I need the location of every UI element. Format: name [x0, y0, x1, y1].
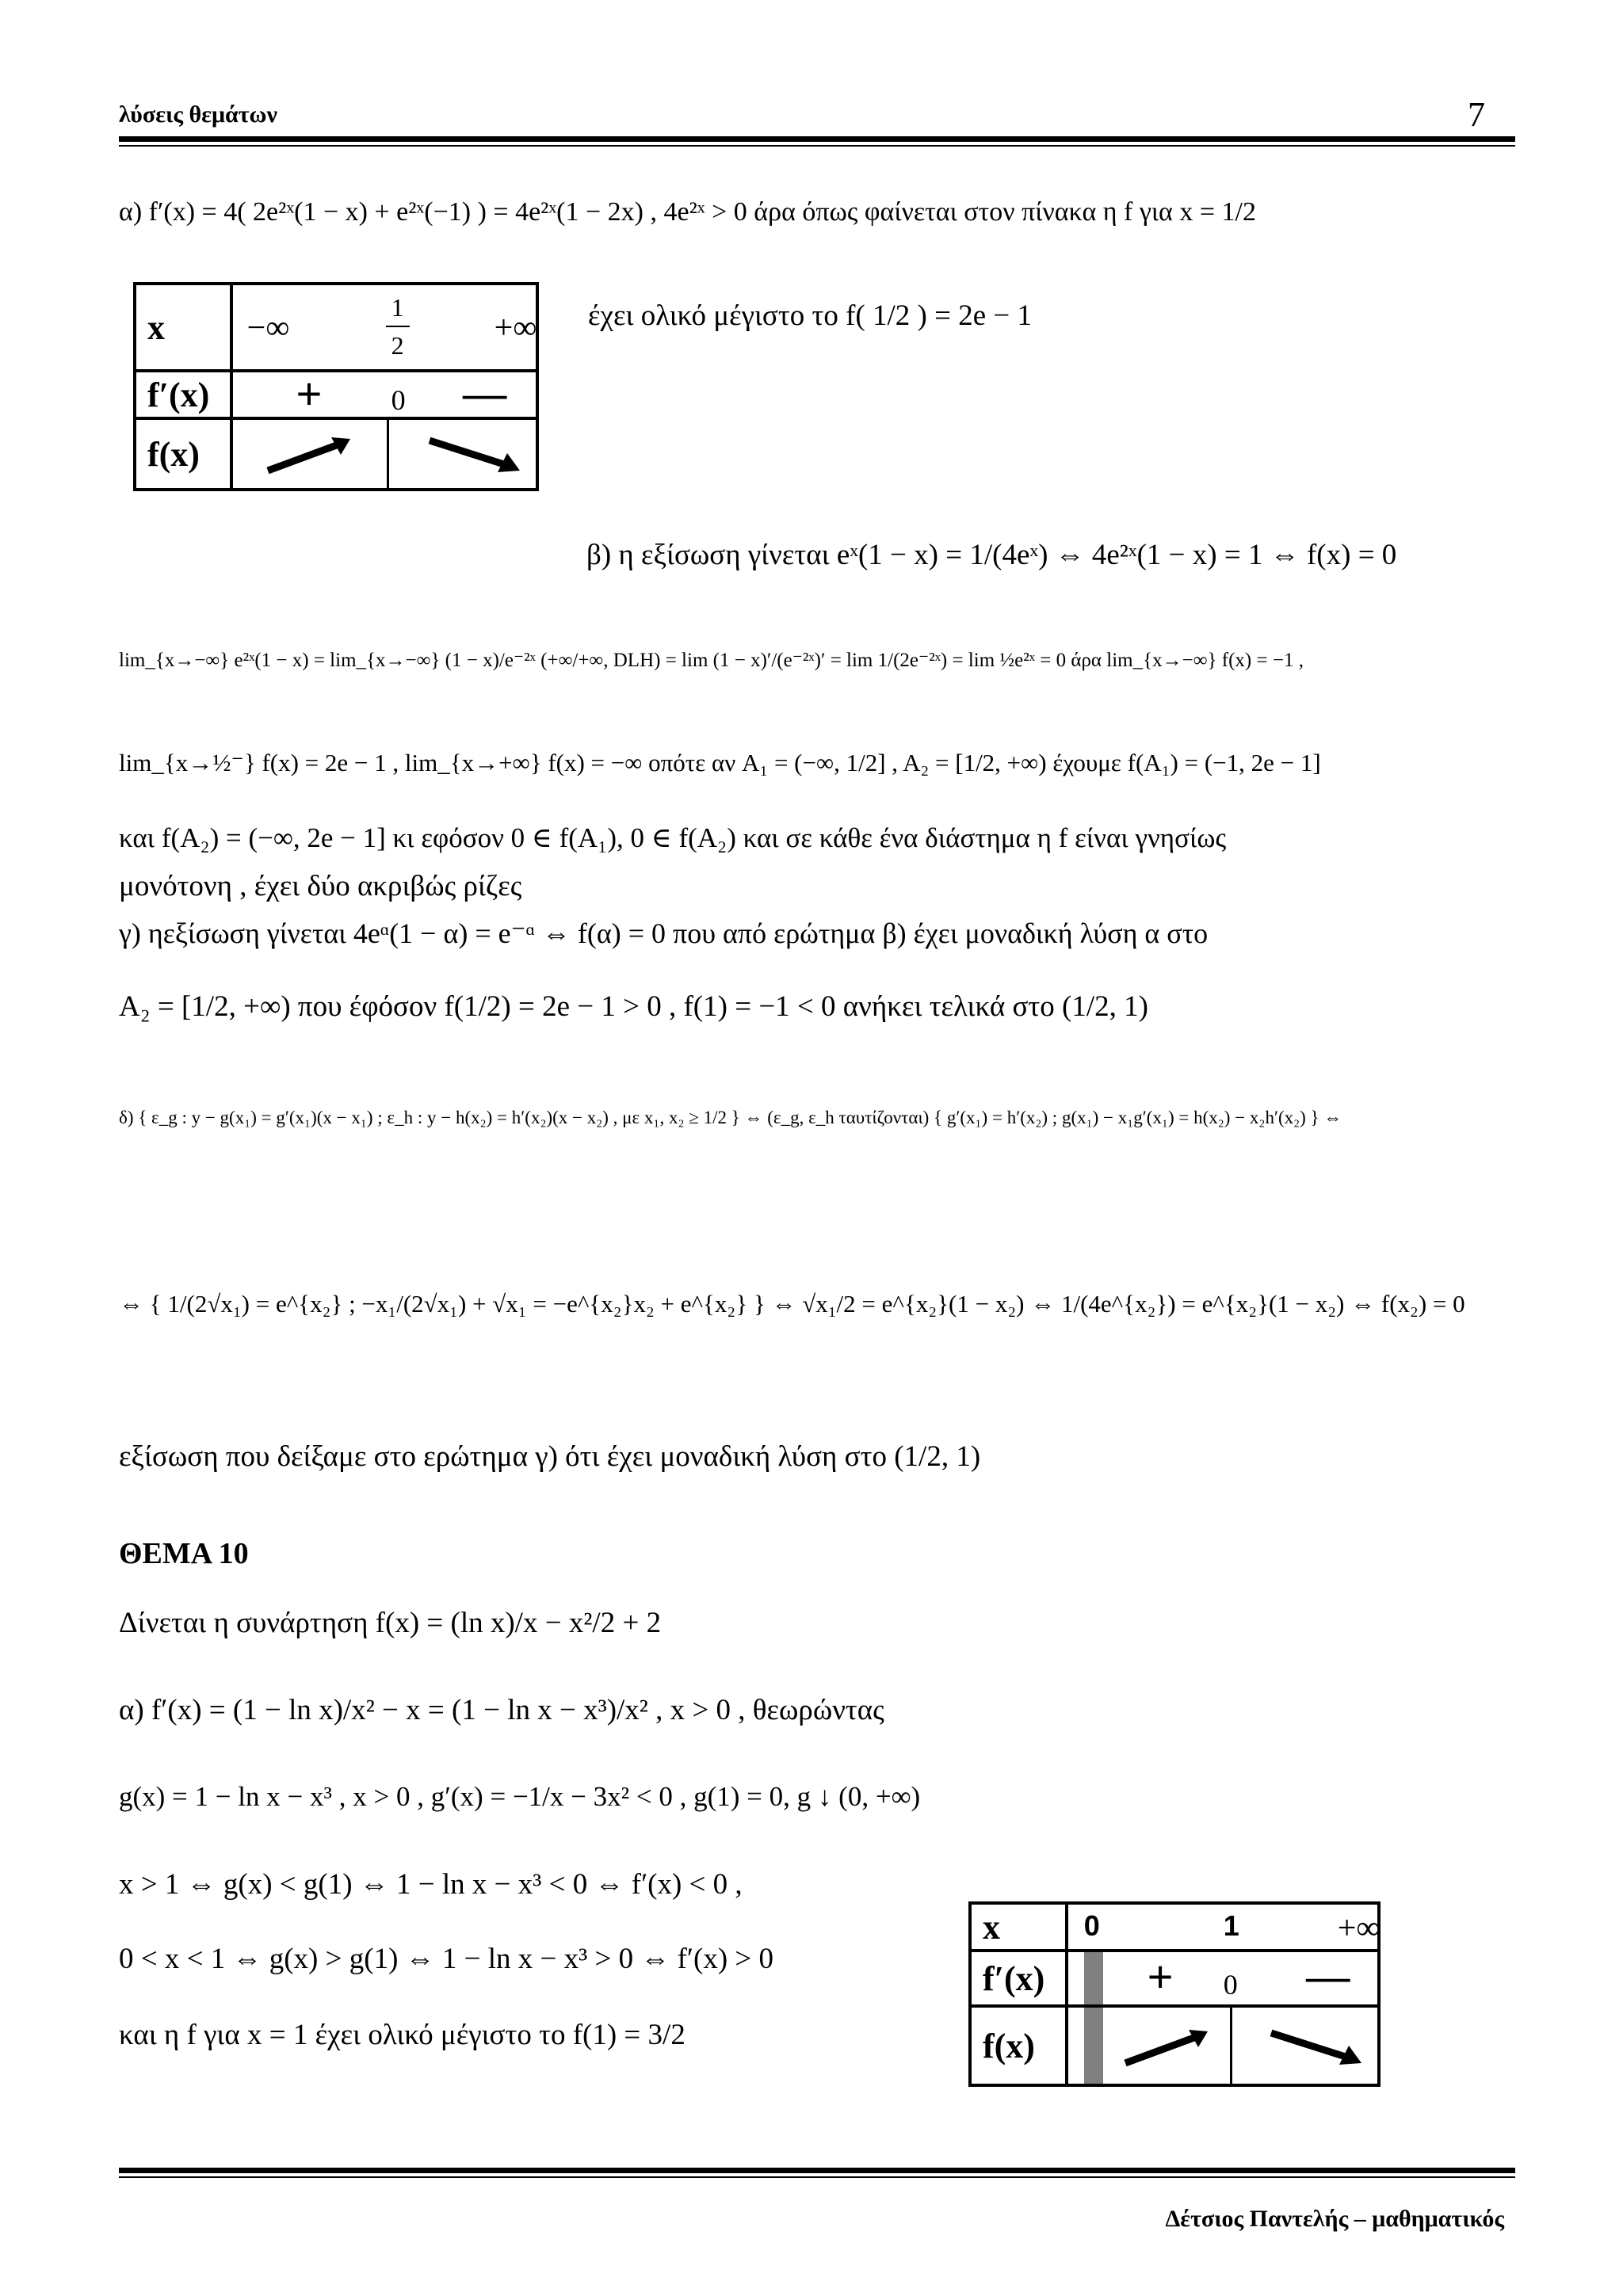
- solution-b-line2: lim_{x→−∞} e²ˣ(1 − x) = lim_{x→−∞} (1 − x)/e⁻²ˣ (+∞/+∞, DLH) = lim (1 − x)′/(e⁻²ˣ)′ = lim 1/(2e⁻²ˣ) = lim ½e²ˣ = 0 άρα lim_{x→−∞} f(x) = −1 ,: [119, 650, 1304, 671]
- theme-10-heading: ΘΕΜΑ 10: [119, 1537, 249, 1570]
- solution-a-line2: έχει ολικό μέγιστο το f( 1/2 ) = 2e − 1: [588, 299, 1032, 332]
- table1-row-fp-values: [231, 368, 537, 418]
- table2-x-mid: 1: [1223, 1909, 1239, 1942]
- header-rule-thin: [119, 145, 1515, 147]
- theme-10-given: Δίνεται η συνάρτηση f(x) = (ln x)/x − x²/2 + 2: [119, 1607, 662, 1639]
- solution-b-line3: lim_{x→½⁻} f(x) = 2e − 1 , lim_{x→+∞} f(x) = −∞ οπότε αν A₁ = (−∞, 1/2] , A₂ = [1/2, +∞) έχουμε f(A₁) = (−1, 2e − 1]: [119, 749, 1321, 776]
- table2-row-fp-label: f′(x): [970, 1951, 1067, 2006]
- table2-row-fp-values: [1067, 1951, 1379, 2006]
- table2-sign-zero: 0: [1223, 1969, 1238, 2000]
- header-rule-thick: [119, 136, 1515, 142]
- theme-10-a-line2: g(x) = 1 − ln x − x³ , x > 0 , g′(x) = −1/x − 3x² < 0 , g(1) = 0, g ↓ (0, +∞): [119, 1781, 921, 1812]
- decreasing-arrow-icon: [1265, 2023, 1368, 2071]
- table1-row-x-label: x: [135, 284, 231, 371]
- table1-x-mid-num: 1: [391, 293, 404, 322]
- solution-b-line5: μονότονη , έχει δύο ακριβώς ρίζες: [119, 870, 522, 902]
- table1-sign-minus: —: [462, 368, 507, 418]
- table2-row-x-label: x: [970, 1903, 1067, 1951]
- solution-b-line4: και f(A₂) = (−∞, 2e − 1] κι εφόσον 0 ∈ f(A₁), 0 ∈ f(A₂) και σε κάθε ένα διάστημα η f είναι γνησίως: [119, 822, 1227, 853]
- increasing-arrow-icon: [262, 431, 357, 479]
- footer-rule-thick: [119, 2168, 1515, 2173]
- solution-c-line1: γ) ηεξίσωση γίνεται 4eᵅ(1 − α) = e⁻ᵅ ⇔ f(α) = 0 που από ερώτημα β) έχει μοναδική λύση α στο: [119, 917, 1209, 949]
- footer-rule-thin: [119, 2176, 1515, 2178]
- table2-undefined-bar: [1084, 1952, 1103, 2004]
- increasing-arrow-icon: [1119, 2023, 1214, 2071]
- table1-row-x-values: [231, 284, 537, 371]
- table1-row-f-values: [231, 418, 537, 490]
- table1-sign-plus: +: [296, 368, 323, 418]
- theme-10-a-line1: α) f′(x) = (1 − ln x)/x² − x = (1 − ln x − x³)/x² , x > 0 , θεωρώντας: [119, 1694, 884, 1726]
- table2-row-x-values: [1067, 1903, 1379, 1951]
- theme-10-a-line4: 0 < x < 1 ⇔ g(x) > g(1) ⇔ 1 − ln x − x³ > 0 ⇔ f′(x) > 0: [119, 1943, 774, 1975]
- solution-c-line2: A₂ = [1/2, +∞) που έφόσον f(1/2) = 2e − 1 > 0 , f(1) = −1 < 0 ανήκει τελικά στο (1/2, 1): [119, 990, 1148, 1023]
- solution-d-line3: εξίσωση που δείξαμε στο ερώτημα γ) ότι έχει μοναδική λύση στο (1/2, 1): [119, 1440, 981, 1473]
- table1-x-left: −∞: [246, 310, 290, 346]
- table1-divider: [387, 420, 389, 488]
- table1-sign-zero: 0: [391, 384, 406, 416]
- solution-b-line1: β) η εξίσωση γίνεται eˣ(1 − x) = 1/(4eˣ) ⇔ 4e²ˣ(1 − x) = 1 ⇔ f(x) = 0: [586, 539, 1397, 571]
- theme-10-a-line3: x > 1 ⇔ g(x) < g(1) ⇔ 1 − ln x − x³ < 0 ⇔ f′(x) < 0 ,: [119, 1868, 743, 1901]
- solution-d-line1: δ) { ε_g : y − g(x₁) = g′(x₁)(x − x₁) ; ε_h : y − h(x₂) = h′(x₂)(x − x₂) , με x₁, x₂ ≥ 1/2 } ⇔ (ε_g, ε_h ταυτίζονται) { g′(x₁) = h′(x₂) ; g(x₁) − x₁g′(x₁) = h(x₂) − x₂h′(x₂) } ⇔: [119, 1108, 1342, 1127]
- table2-sign-plus: +: [1147, 1951, 1174, 2001]
- table2-undefined-bar-2: [1084, 2008, 1103, 2084]
- table1-row-fp-label: f′(x): [135, 371, 231, 418]
- table2-sign-minus: —: [1305, 1951, 1350, 2001]
- theme-10-a-line5: και η f για x = 1 έχει ολικό μέγιστο το f(1) = 3/2: [119, 2019, 685, 2051]
- page-number: 7: [1468, 95, 1485, 134]
- table1-x-mid-den: 2: [391, 331, 404, 360]
- table2-row-f-label: f(x): [970, 2006, 1067, 2085]
- solution-d-line2: ⇔ { 1/(2√x₁) = e^{x₂} ; −x₁/(2√x₁) + √x₁ = −e^{x₂}x₂ + e^{x₂} } ⇔ √x₁/2 = e^{x₂}(1 − x₂) ⇔ 1/(4e^{x₂}) = e^{x₂}(1 − x₂) ⇔ f(x₂) = 0: [119, 1290, 1465, 1318]
- table1-x-mid-bar: [386, 326, 410, 327]
- table2-divider: [1230, 2008, 1232, 2084]
- table2-x-left: 0: [1083, 1909, 1100, 1942]
- decreasing-arrow-icon: [423, 431, 526, 479]
- footer-author: Δέτσιος Παντελής – μαθηματικός: [1165, 2206, 1504, 2232]
- table1-x-right: +∞: [494, 310, 537, 346]
- table2-row-f-values: [1067, 2006, 1379, 2085]
- header-title: λύσεις θεμάτων: [119, 101, 277, 128]
- table1-row-f-label: f(x): [135, 418, 231, 490]
- table2-x-right: +∞: [1337, 1910, 1381, 1947]
- sign-table-1: [133, 282, 539, 491]
- sign-table-2: [968, 1901, 1381, 2087]
- solution-a-line1: α) f′(x) = 4( 2e²ˣ(1 − x) + e²ˣ(−1) ) = 4e²ˣ(1 − 2x) , 4e²ˣ > 0 άρα όπως φαίνεται στον πίνακα η f για x = 1/2: [119, 197, 1256, 227]
